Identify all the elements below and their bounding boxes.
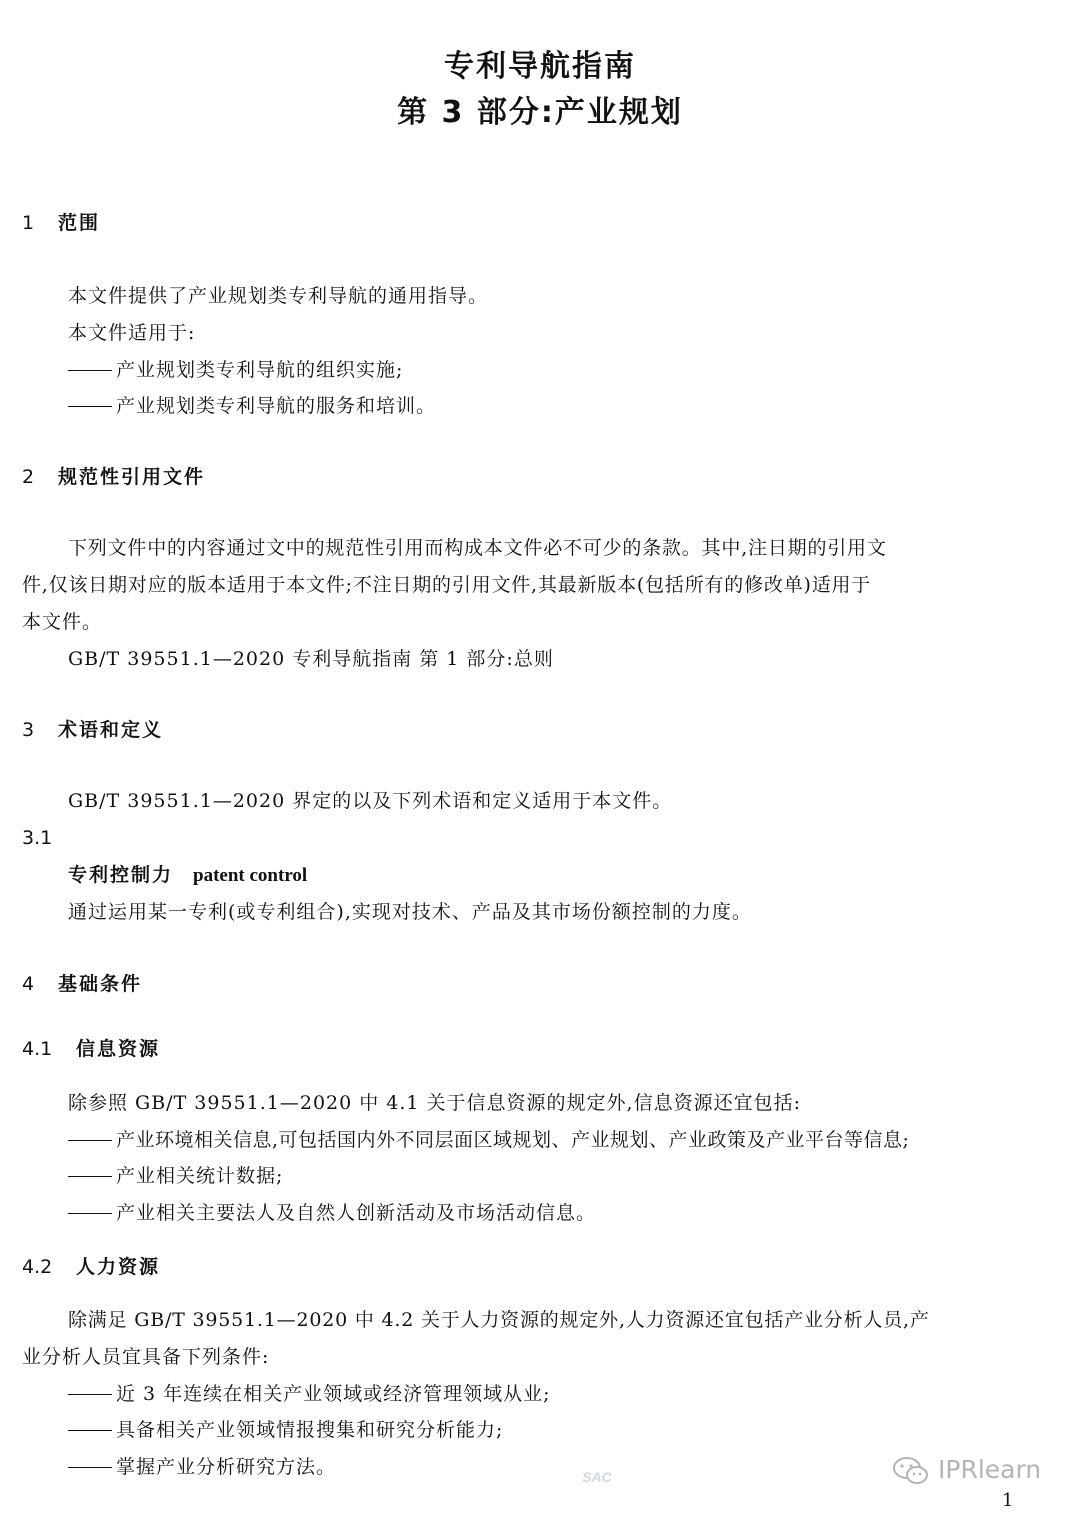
list-item-text: 产业规划类专利导航的服务和培训。: [116, 395, 437, 417]
section-title: 基础条件: [58, 973, 143, 995]
list-item-text: 具备相关产业领域情报搜集和研究分析能力;: [116, 1419, 504, 1441]
em-dash: [68, 1467, 112, 1468]
section-heading-4: [22, 975, 142, 994]
section-number: 2: [22, 466, 35, 488]
subsection-heading-4-2: [22, 1258, 160, 1277]
paragraph-line: 本文件。: [22, 611, 103, 633]
em-dash: [68, 370, 112, 371]
term-definition: 通过运用某一专利(或专利组合),实现对技术、产品及其市场份额控制的力度。: [68, 901, 752, 923]
paragraph: 本文件适用于:: [68, 322, 196, 344]
subsection-title: 信息资源: [76, 1038, 161, 1060]
paragraph-line: 业分析人员宜具备下列条件:: [22, 1346, 270, 1368]
section-heading-1: [22, 214, 100, 233]
list-item-text: 产业相关主要法人及自然人创新活动及市场活动信息。: [116, 1202, 597, 1224]
paragraph-line: 件,仅该日期对应的版本适用于本文件;不注日期的引用文件,其最新版本(包括所有的修改单)适用于: [22, 574, 872, 596]
section-heading-2: [22, 468, 205, 487]
list-item: [68, 361, 403, 380]
section-number: 3: [22, 719, 35, 741]
em-dash: [68, 1140, 112, 1141]
em-dash: [68, 1394, 112, 1395]
paragraph-line: 下列文件中的内容通过文中的规范性引用而构成本文件必不可少的条款。其中,注日期的引用文: [68, 537, 887, 559]
section-number: 4: [22, 973, 35, 995]
section-title: 范围: [58, 212, 101, 234]
list-item: [68, 1421, 503, 1440]
list-item: [68, 1385, 551, 1404]
list-item: [68, 1167, 283, 1186]
subsection-number: 3.1: [22, 827, 53, 849]
section-title: 术语和定义: [58, 719, 164, 741]
list-item: [68, 397, 436, 416]
term-english: patent control: [193, 865, 308, 886]
section-heading-3: [22, 721, 163, 740]
subsection-number: 4.1: [22, 1038, 53, 1060]
list-item-text: 近 3 年连续在相关产业领域或经济管理领域从业;: [116, 1383, 551, 1405]
normative-reference: GB/T 39551.1—2020 专利导航指南 第 1 部分:总则: [68, 648, 554, 670]
list-item-text: 掌握产业分析研究方法。: [116, 1456, 337, 1478]
term-entry: [68, 866, 307, 885]
sac-logo: SAC: [582, 1469, 612, 1485]
wechat-icon: [892, 1456, 930, 1486]
term-number: [22, 829, 52, 848]
term-chinese: 专利控制力: [68, 864, 174, 886]
subsection-heading-4-1: [22, 1040, 160, 1059]
document-title-part: 第 3 部分:产业规划: [397, 95, 683, 130]
page-number: 1: [1002, 1490, 1014, 1511]
document-title-main: 专利导航指南: [444, 49, 636, 84]
list-item-text: 产业环境相关信息,可包括国内外不同层面区域规划、产业规划、产业政策及产业平台等信息;: [116, 1129, 910, 1151]
paragraph: 除参照 GB/T 39551.1—2020 中 4.1 关于信息资源的规定外,信息资源还宜包括:: [68, 1092, 801, 1114]
em-dash: [68, 1176, 112, 1177]
paragraph: 本文件提供了产业规划类专利导航的通用指导。: [68, 285, 489, 307]
em-dash: [68, 1213, 112, 1214]
paragraph-line: 除满足 GB/T 39551.1—2020 中 4.2 关于人力资源的规定外,人力资源还宜包括产业分析人员,产: [68, 1309, 930, 1331]
list-item: [68, 1204, 596, 1223]
watermark: [892, 1453, 1041, 1487]
paragraph: GB/T 39551.1—2020 界定的以及下列术语和定义适用于本文件。: [68, 790, 673, 812]
em-dash: [68, 1430, 112, 1431]
list-item: [68, 1131, 909, 1150]
watermark-text: IPRlearn: [938, 1455, 1042, 1484]
subsection-title: 人力资源: [76, 1256, 161, 1278]
section-number: 1: [22, 212, 35, 234]
list-item-text: 产业相关统计数据;: [116, 1165, 284, 1187]
em-dash: [68, 406, 112, 407]
section-title: 规范性引用文件: [58, 466, 206, 488]
list-item-text: 产业规划类专利导航的组织实施;: [116, 359, 404, 381]
list-item: [68, 1458, 336, 1477]
subsection-number: 4.2: [22, 1256, 53, 1278]
